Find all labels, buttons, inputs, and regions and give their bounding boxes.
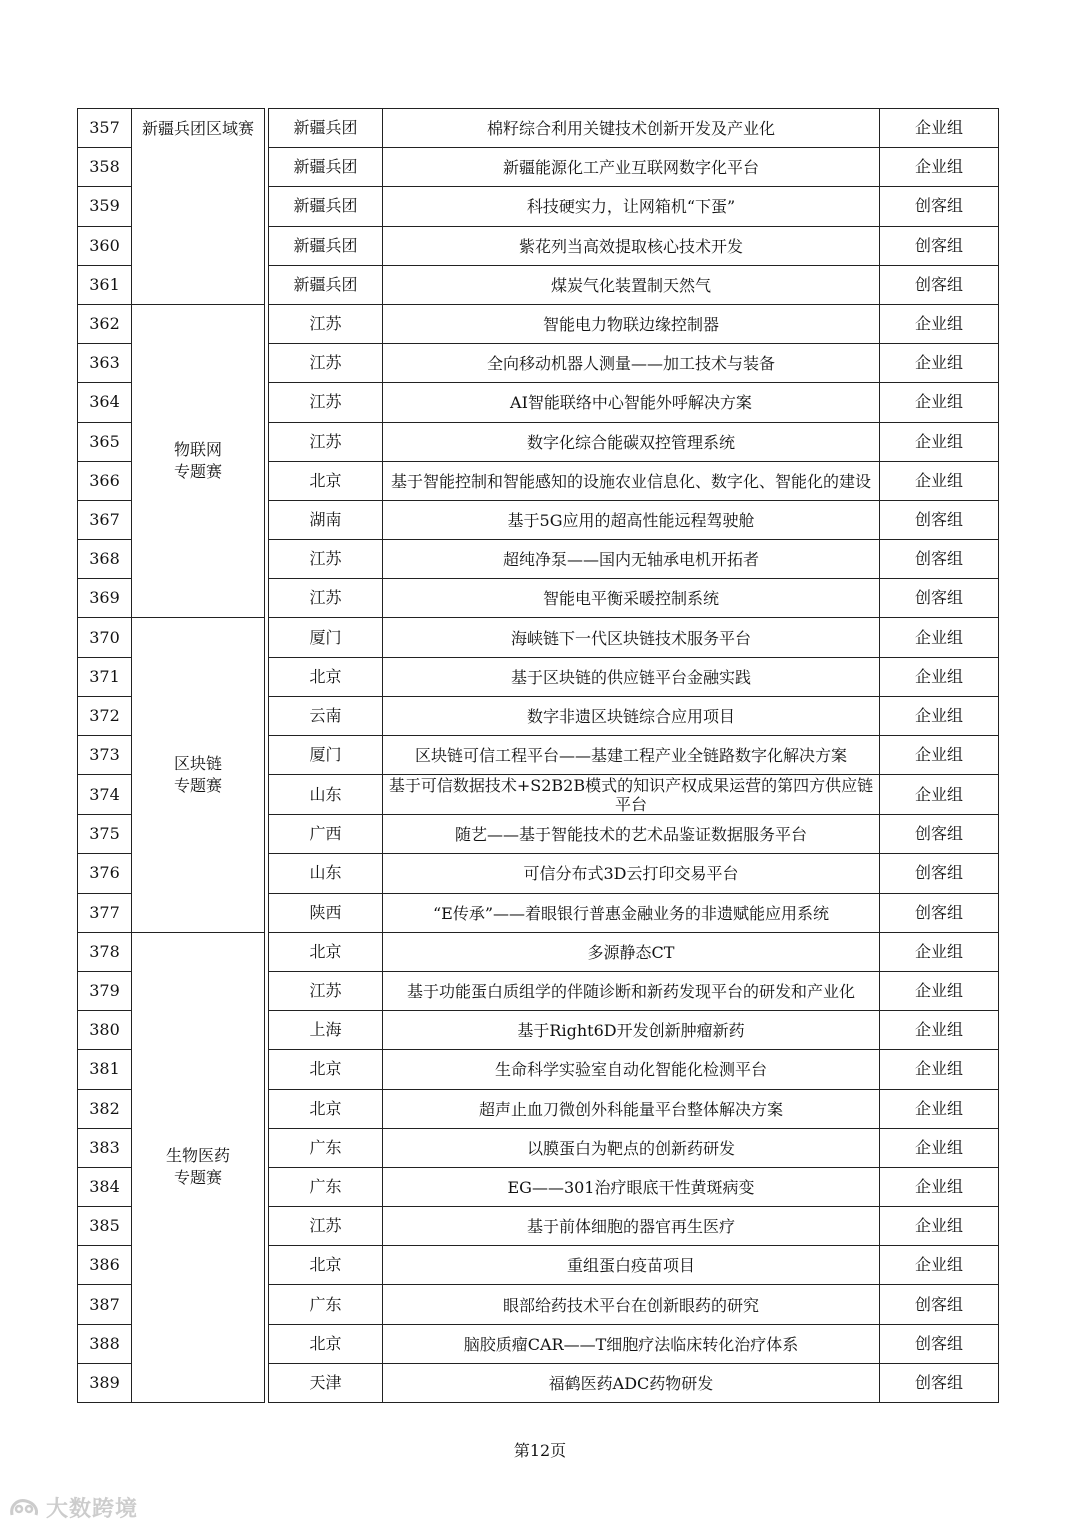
cell-number: 368	[78, 540, 132, 579]
category-label: 区块链 专题赛	[173, 754, 222, 796]
cell-region: 江苏	[269, 383, 383, 422]
cell-project-title	[383, 932, 880, 971]
project-title-text: 多源静态CT	[587, 942, 675, 962]
project-title-text: 智能电力物联边缘控制器	[542, 315, 719, 335]
cell-project-title	[383, 304, 880, 343]
project-title-text: 煤炭气化装置制天然气	[550, 275, 711, 295]
watermark	[8, 1492, 138, 1523]
cell-group: 创客组	[880, 1363, 999, 1402]
cell-group: 企业组	[880, 1246, 999, 1285]
cell-category	[132, 304, 265, 618]
cell-region: 上海	[269, 1011, 383, 1050]
cell-group: 企业组	[880, 736, 999, 775]
project-title-text: 基于智能控制和智能感知的设施农业信息化、数字化、智能化的建设	[390, 471, 871, 491]
cell-number: 385	[78, 1207, 132, 1246]
cell-project-title	[383, 540, 880, 579]
cell-group: 企业组	[880, 1207, 999, 1246]
page-footer	[0, 1438, 1080, 1461]
cell-project-title	[383, 422, 880, 461]
cell-project-title	[383, 736, 880, 775]
cell-number: 374	[78, 775, 132, 815]
cell-region: 广东	[269, 1167, 383, 1206]
cell-region: 北京	[269, 1324, 383, 1363]
cell-group: 企业组	[880, 383, 999, 422]
cell-group: 创客组	[880, 579, 999, 618]
cell-number: 377	[78, 893, 132, 932]
cell-project-title	[383, 1089, 880, 1128]
cell-number: 382	[78, 1089, 132, 1128]
cell-project-title	[383, 971, 880, 1010]
cell-number: 360	[78, 226, 132, 265]
cell-region: 北京	[269, 1246, 383, 1285]
project-title-text: 棉籽综合利用关键技术创新开发及产业化	[486, 119, 775, 139]
cell-region: 新疆兵团	[269, 187, 383, 226]
project-title-text: 智能电平衡采暖控制系统	[542, 589, 719, 609]
cell-region: 江苏	[269, 304, 383, 343]
cell-number: 373	[78, 736, 132, 775]
project-title-text: 紫花列当高效提取核心技术开发	[518, 236, 743, 256]
cell-number: 389	[78, 1363, 132, 1402]
cell-region: 广东	[269, 1128, 383, 1167]
table-row	[78, 304, 999, 343]
cell-region: 广西	[269, 815, 383, 854]
cell-number: 359	[78, 187, 132, 226]
project-title-text: 基于Right6D开发创新肿瘤新药	[517, 1021, 745, 1041]
project-title-text: 超纯净泵——国内无轴承电机开拓者	[502, 550, 759, 570]
cell-group: 企业组	[880, 1167, 999, 1206]
project-title-text: 重组蛋白疫苗项目	[566, 1256, 695, 1276]
cell-region: 新疆兵团	[269, 226, 383, 265]
cell-region: 广东	[269, 1285, 383, 1324]
cell-project-title	[383, 265, 880, 304]
project-title-text: 生命科学实验室自动化智能化检测平台	[494, 1060, 767, 1080]
project-title-text: 眼部给药技术平台在创新眼药的研究	[502, 1295, 759, 1315]
cell-number: 388	[78, 1324, 132, 1363]
cell-region: 新疆兵团	[269, 148, 383, 187]
cell-number: 375	[78, 815, 132, 854]
cell-group: 企业组	[880, 461, 999, 500]
cell-project-title	[383, 500, 880, 539]
project-title-text: EG——301治疗眼底干性黄斑病变	[507, 1177, 755, 1197]
cell-project-title	[383, 696, 880, 735]
cell-region: 山东	[269, 775, 383, 815]
project-title-text: 基于可信数据技术+S2B2B模式的知识产权成果运营的第四方供应链平台	[388, 776, 874, 815]
cell-group: 创客组	[880, 893, 999, 932]
cell-project-title	[383, 1363, 880, 1402]
project-title-text: “E传承”——着眼银行普惠金融业务的非遗赋能应用系统	[432, 903, 830, 923]
project-title-text: 福鹤医药ADC药物研发	[548, 1373, 714, 1393]
cell-group: 企业组	[880, 932, 999, 971]
project-title-text: 数字非遗区块链综合应用项目	[526, 706, 735, 726]
project-title-text: 以膜蛋白为靶点的创新药研发	[526, 1138, 735, 1158]
cell-group: 企业组	[880, 1050, 999, 1089]
cell-number: 367	[78, 500, 132, 539]
cell-region: 云南	[269, 696, 383, 735]
project-title-text: 可信分布式3D云打印交易平台	[523, 864, 739, 884]
cell-group: 企业组	[880, 304, 999, 343]
category-label: 物联网 专题赛	[173, 440, 222, 482]
project-title-text: 基于功能蛋白质组学的伴随诊断和新药发现平台的研发和产业化	[406, 982, 855, 1002]
cell-project-title	[383, 815, 880, 854]
cell-number: 371	[78, 657, 132, 696]
table-row	[78, 109, 999, 148]
cell-group: 创客组	[880, 500, 999, 539]
project-title-text: 区块链可信工程平台——基建工程产业全链路数字化解决方案	[414, 746, 847, 766]
cell-region: 江苏	[269, 971, 383, 1010]
cell-category: 新疆兵团区域赛	[132, 109, 265, 305]
cell-number: 380	[78, 1011, 132, 1050]
cell-number: 363	[78, 344, 132, 383]
cell-number: 362	[78, 304, 132, 343]
cell-region: 厦门	[269, 618, 383, 657]
cell-region: 山东	[269, 854, 383, 893]
cell-group: 企业组	[880, 148, 999, 187]
cell-project-title	[383, 1207, 880, 1246]
cell-region: 陕西	[269, 893, 383, 932]
cell-region: 北京	[269, 932, 383, 971]
cell-group: 企业组	[880, 344, 999, 383]
cell-group: 企业组	[880, 657, 999, 696]
cell-group: 企业组	[880, 1128, 999, 1167]
project-title-text: 科技硬实力，让网箱机“下蛋”	[526, 197, 736, 217]
project-title-text: 脑胶质瘤CAR——T细胞疗法临床转化治疗体系	[463, 1334, 799, 1354]
cell-number: 364	[78, 383, 132, 422]
cell-region: 江苏	[269, 540, 383, 579]
project-title-text: 基于前体细胞的器官再生医疗	[526, 1217, 735, 1237]
cell-group: 企业组	[880, 971, 999, 1010]
cell-number: 358	[78, 148, 132, 187]
project-title-text: 海峡链下一代区块链技术服务平台	[510, 628, 751, 648]
cell-project-title	[383, 344, 880, 383]
cell-number: 381	[78, 1050, 132, 1089]
cell-region: 江苏	[269, 579, 383, 618]
project-title-text: 新疆能源化工产业互联网数字化平台	[502, 158, 759, 178]
cell-number: 361	[78, 265, 132, 304]
cell-group: 创客组	[880, 1324, 999, 1363]
cell-group: 企业组	[880, 1089, 999, 1128]
cell-region: 新疆兵团	[269, 109, 383, 148]
cell-group: 创客组	[880, 540, 999, 579]
cell-region: 江苏	[269, 422, 383, 461]
cell-project-title	[383, 775, 880, 815]
category-label: 生物医药 专题赛	[165, 1146, 230, 1188]
project-title-text: 随艺——基于智能技术的艺术品鉴证数据服务平台	[454, 825, 807, 845]
cell-number: 357	[78, 109, 132, 148]
project-title-text: 基于区块链的供应链平台金融实践	[510, 667, 751, 687]
cell-number: 369	[78, 579, 132, 618]
cell-number: 365	[78, 422, 132, 461]
cell-project-title	[383, 187, 880, 226]
cell-region: 湖南	[269, 500, 383, 539]
cell-group: 企业组	[880, 109, 999, 148]
cell-region: 北京	[269, 461, 383, 500]
table-row	[78, 932, 999, 971]
cell-number: 387	[78, 1285, 132, 1324]
cell-category	[132, 618, 265, 932]
watermark-logo-icon	[8, 1495, 42, 1521]
cell-project-title	[383, 893, 880, 932]
cell-project-title	[383, 1128, 880, 1167]
cell-project-title	[383, 109, 880, 148]
cell-group: 创客组	[880, 815, 999, 854]
cell-region: 天津	[269, 1363, 383, 1402]
page-number: 第12页	[513, 1441, 567, 1460]
cell-number: 378	[78, 932, 132, 971]
cell-group: 企业组	[880, 1011, 999, 1050]
cell-region: 新疆兵团	[269, 265, 383, 304]
cell-region: 北京	[269, 657, 383, 696]
cell-region: 江苏	[269, 344, 383, 383]
cell-number: 372	[78, 696, 132, 735]
cell-project-title	[383, 657, 880, 696]
cell-group: 企业组	[880, 696, 999, 735]
cell-region: 北京	[269, 1050, 383, 1089]
cell-project-title	[383, 579, 880, 618]
cell-project-title	[383, 461, 880, 500]
results-table	[77, 108, 999, 1403]
cell-group: 创客组	[880, 265, 999, 304]
cell-number: 370	[78, 618, 132, 657]
cell-number: 384	[78, 1167, 132, 1206]
cell-region: 北京	[269, 1089, 383, 1128]
cell-number: 386	[78, 1246, 132, 1285]
cell-region: 厦门	[269, 736, 383, 775]
cell-project-title	[383, 854, 880, 893]
table-body	[78, 109, 999, 1403]
cell-group: 企业组	[880, 775, 999, 815]
cell-group: 企业组	[880, 618, 999, 657]
cell-group: 创客组	[880, 1285, 999, 1324]
cell-project-title	[383, 1246, 880, 1285]
table-row	[78, 618, 999, 657]
project-title-text: 全向移动机器人测量——加工技术与装备	[486, 354, 775, 374]
project-title-text: 数字化综合能碳双控管理系统	[526, 432, 735, 452]
cell-project-title	[383, 383, 880, 422]
cell-group: 企业组	[880, 422, 999, 461]
cell-project-title	[383, 1324, 880, 1363]
cell-number: 383	[78, 1128, 132, 1167]
cell-category	[132, 932, 265, 1402]
project-title-text: 超声止血刀微创外科能量平台整体解决方案	[478, 1099, 783, 1119]
cell-project-title	[383, 226, 880, 265]
cell-project-title	[383, 1050, 880, 1089]
cell-project-title	[383, 1011, 880, 1050]
cell-group: 创客组	[880, 187, 999, 226]
cell-group: 创客组	[880, 854, 999, 893]
cell-number: 376	[78, 854, 132, 893]
cell-project-title	[383, 1167, 880, 1206]
cell-region: 江苏	[269, 1207, 383, 1246]
cell-number: 379	[78, 971, 132, 1010]
watermark-text: 大数跨境	[46, 1497, 139, 1522]
cell-project-title	[383, 148, 880, 187]
project-title-text: 基于5G应用的超高性能远程驾驶舱	[507, 510, 755, 530]
cell-group: 创客组	[880, 226, 999, 265]
cell-number: 366	[78, 461, 132, 500]
cell-project-title	[383, 618, 880, 657]
cell-project-title	[383, 1285, 880, 1324]
project-title-text: AI智能联络中心智能外呼解决方案	[510, 393, 752, 413]
